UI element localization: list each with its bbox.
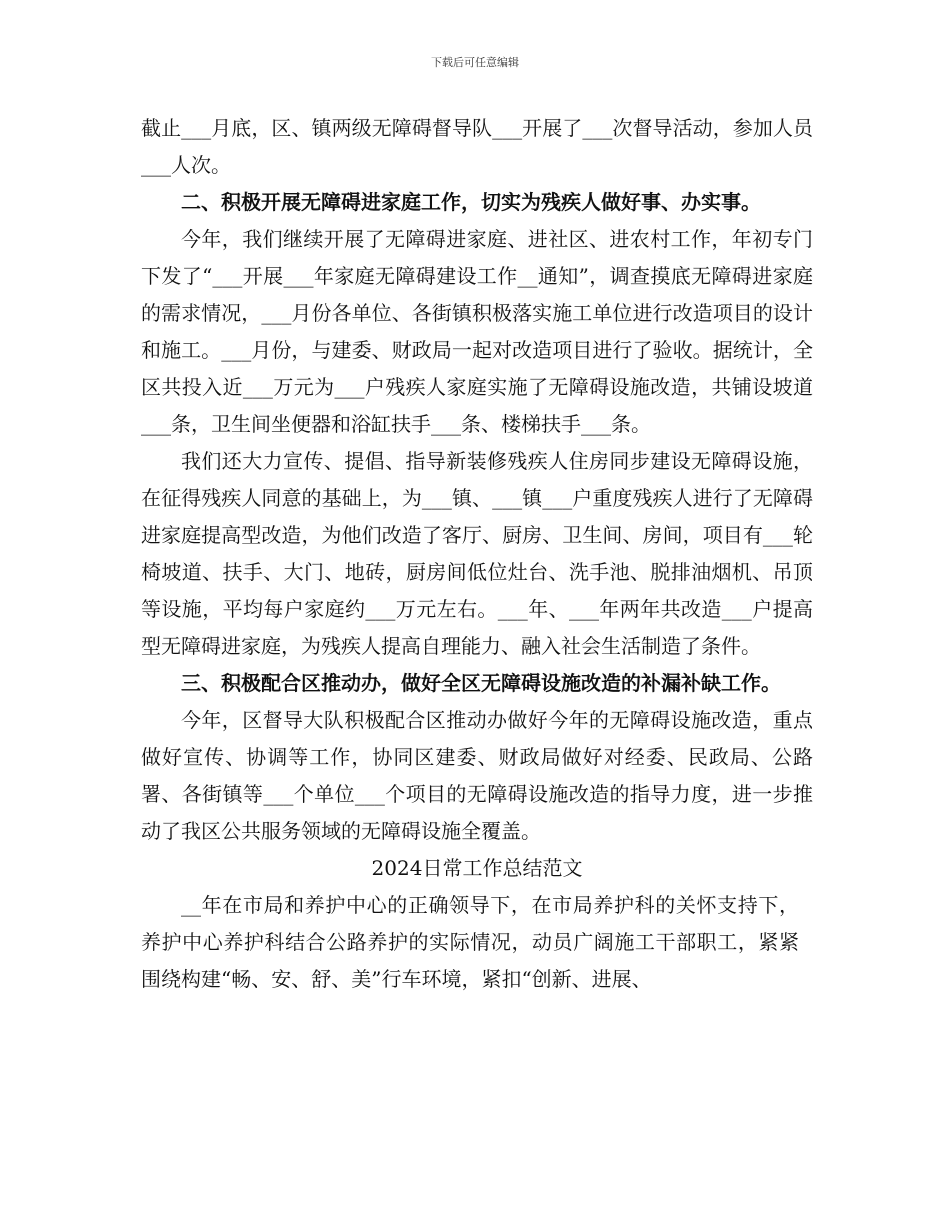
paragraph-renovation-promotion: 我们还大力宣传、提倡、指导新装修残疾人住房同步建设无障碍设施，在征得残疾人同意的基础上，为___镇、___镇___户重度残疾人进行了无障碍进家庭提高型改造，为他们改造了客厅、厨房、卫生间、房间，项目有___轮椅坡道、扶手、大门、地砖，厨房间低位灶台、洗手池、脱排油烟机、吊顶等设施，平均每户家庭约___万元左右。___年、___年两年共改造___户提高型无障碍进家庭，为残疾人提高自理能力、融入社会生活制造了条件。 bbox=[141, 449, 813, 658]
paragraph-district-cooperation: 今年，区督导大队积极配合区推动办做好今年的无障碍设施改造，重点做好宣传、协调等工作，协同区建委、财政局做好对经委、民政局、公路署、各街镇等___个单位___个项目的无障碍设施改造的指导力度，进一步推动了我区公共服务领域的无障碍设施全覆盖。 bbox=[141, 708, 813, 843]
document-body bbox=[141, 110, 813, 998]
article-title: 2024日常工作总结范文 bbox=[371, 856, 583, 880]
section-heading-3: 三、积极配合区推动办，做好全区无障碍设施改造的补漏补缺工作。 bbox=[181, 671, 781, 695]
paragraph-home-accessibility: 今年，我们继续开展了无障碍进家庭、进社区、进农村工作，年初专门下发了“___开展___年家庭无障碍建设工作__通知”，调查摸底无障碍进家庭的需求情况，___月份各单位、各街镇积极落实施工单位进行改造项目的设计和施工。___月份，与建委、财政局一起对改造项目进行了验收。据统计，全区共投入近___万元为___户残疾人家庭实施了无障碍设施改造，共铺设坡道___条，卫生间坐便器和浴缸扶手___条、楼梯扶手___条。 bbox=[141, 227, 813, 436]
paragraph-summary-intro: __年在市局和养护中心的正确领导下，在市局养护科的关怀支持下，养护中心养护科结合公路养护的实际情况，动员广阔施工干部职工，紧紧围绕构建“畅、安、舒、美”行车环境，紧扣“创新、进展、 bbox=[141, 893, 799, 991]
page-header: 下载后可任意编辑 bbox=[431, 56, 519, 69]
section-heading-2: 二、积极开展无障碍进家庭工作，切实为残疾人做好事、办实事。 bbox=[181, 190, 761, 214]
paragraph-supervision-count: 截止___月底，区、镇两级无障碍督导队___开展了___次督导活动，参加人员___人次。 bbox=[141, 116, 813, 177]
